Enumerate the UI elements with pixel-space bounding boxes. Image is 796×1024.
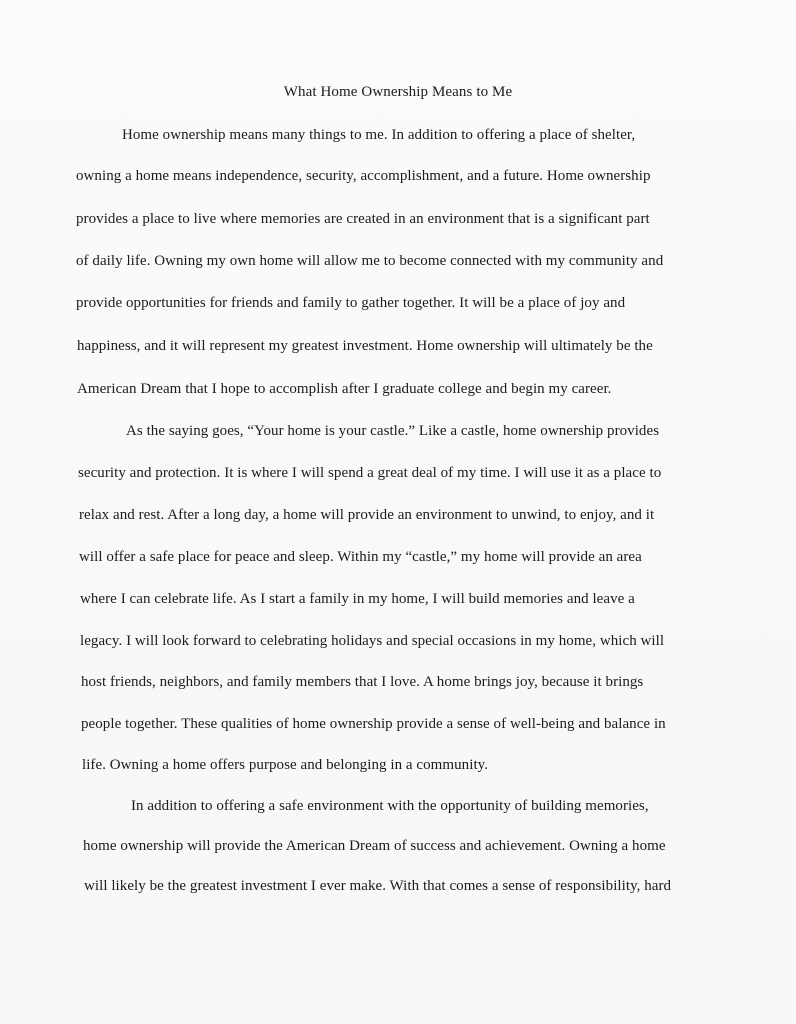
paragraph-2-line-5: where I can celebrate life. As I start a family in my home, I will build memories and leave a [80, 591, 635, 607]
paragraph-2-line-7: host friends, neighbors, and family members that I love. A home brings joy, because it brings [81, 674, 644, 690]
essay-title: What Home Ownership Means to Me [283, 84, 513, 100]
paragraph-2-line-2: security and protection. It is where I will spend a great deal of my time. I will use it as a place to [78, 465, 662, 481]
paragraph-3-line-2: home ownership will provide the American Dream of success and achievement. Owning a home [83, 838, 666, 854]
paragraph-2-line-9: life. Owning a home offers purpose and belonging in a community. [82, 757, 489, 773]
paragraph-2-line-6: legacy. I will look forward to celebrating holidays and special occasions in my home, which will [80, 633, 665, 649]
paragraph-2-line-8: people together. These qualities of home ownership provide a sense of well-being and balance in [81, 716, 666, 732]
paragraph-2-line-3: relax and rest. After a long day, a home will provide an environment to unwind, to enjoy, and it [79, 507, 655, 523]
paragraph-2-line-1: As the saying goes, “Your home is your castle.” Like a castle, home ownership provides [126, 423, 660, 439]
paragraph-1-line-4: of daily life. Owning my own home will allow me to become connected with my community and [76, 253, 664, 269]
paragraph-2-line-4: will offer a safe place for peace and sleep. Within my “castle,” my home will provide an area [79, 549, 642, 565]
paragraph-3-line-3: will likely be the greatest investment I ever make. With that comes a sense of responsibility, hard [84, 878, 672, 894]
paragraph-1-line-7: American Dream that I hope to accomplish after I graduate college and begin my career. [77, 381, 612, 397]
paragraph-1-line-2: owning a home means independence, security, accomplishment, and a future. Home ownership [76, 168, 651, 184]
paragraph-1-line-1: Home ownership means many things to me. In addition to offering a place of shelter, [122, 127, 636, 143]
paragraph-1-line-6: happiness, and it will represent my greatest investment. Home ownership will ultimately be the [77, 338, 653, 354]
paragraph-1-line-3: provides a place to live where memories are created in an environment that is a significant part [76, 211, 650, 227]
paragraph-1-line-5: provide opportunities for friends and family to gather together. It will be a place of joy and [76, 295, 626, 311]
paragraph-3-line-1: In addition to offering a safe environment with the opportunity of building memories, [131, 798, 649, 814]
